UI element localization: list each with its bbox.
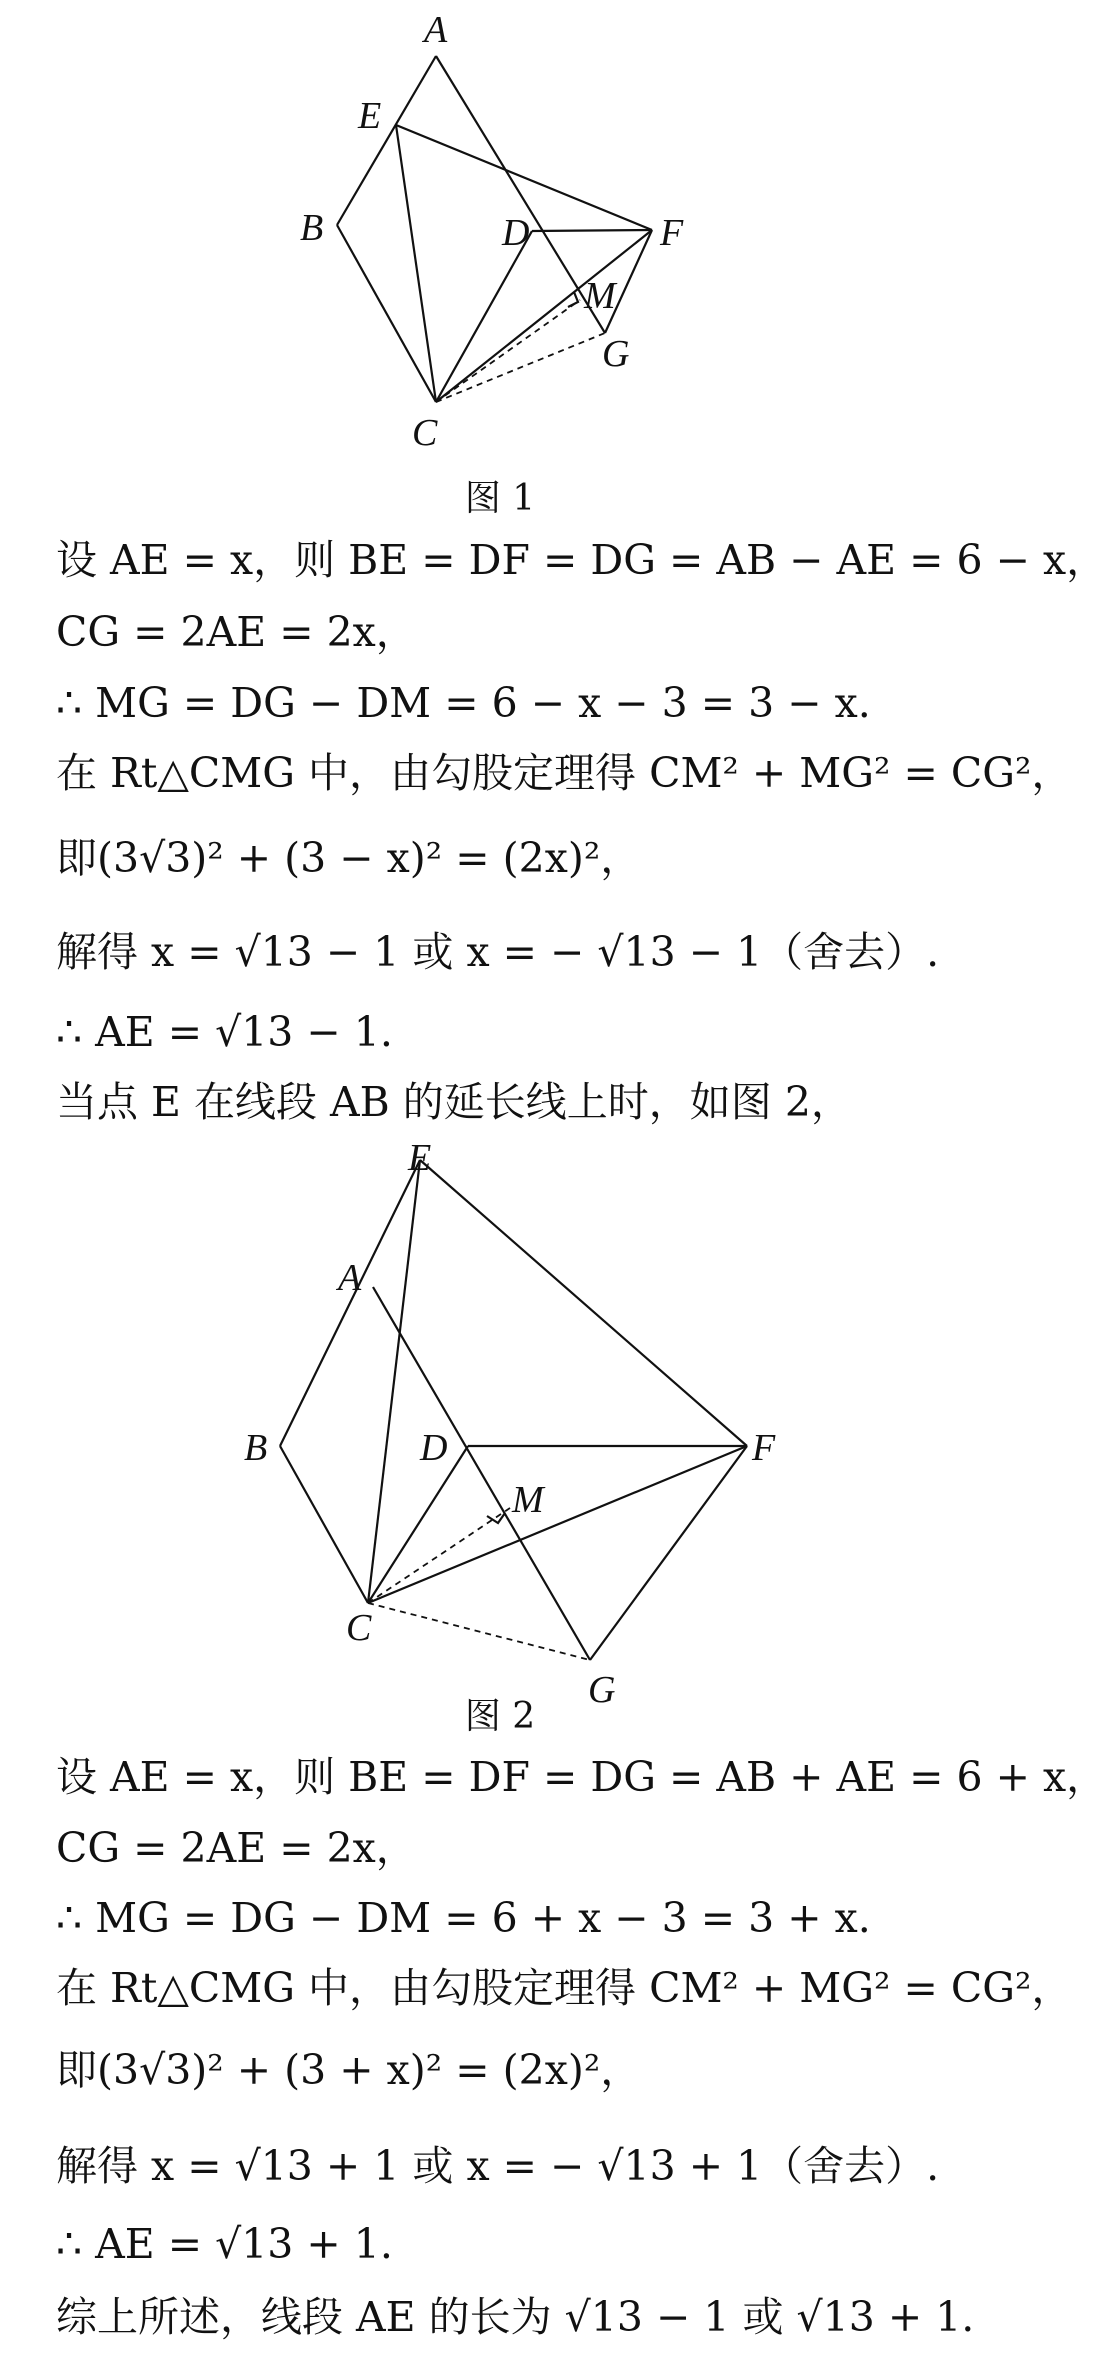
label-d: D [420,1427,448,1469]
case1-line-1: 设 AE = x，则 BE = DF = DG = AB − AE = 6 − x， [56,536,1107,584]
case2-line-6: 解得 x = √13 + 1 或 x = − √13 + 1（舍去）. [56,2142,940,2190]
case2-line-5: 即(3√3)² + (3 + x)² = (2x)²， [56,2046,642,2094]
label-f: F [752,1427,776,1469]
label-b: B [300,207,324,249]
figure-1-diagram [0,0,1000,460]
case1-line-2: CG = 2AE = 2x， [56,608,417,656]
label-a: A [338,1257,362,1299]
figure-1-caption: 图 1 [464,478,536,519]
label-c: C [412,412,438,454]
figure-1 [0,0,1000,460]
label-m: M [584,275,616,317]
label-m: M [512,1479,544,1521]
label-d: D [502,212,530,254]
conclusion-line: 综上所述，线段 AE 的长为 √13 − 1 或 √13 + 1. [56,2293,975,2341]
transition-line: 当点 E 在线段 AB 的延长线上时，如图 2， [56,1078,852,1126]
label-c: C [346,1607,372,1649]
label-a: A [424,9,448,51]
case2-line-3: ∴ MG = DG − DM = 6 + x − 3 = 3 + x. [56,1894,871,1942]
label-f: F [660,212,684,254]
label-e: E [408,1137,432,1179]
figure-2-caption: 图 2 [464,1696,536,1737]
case1-line-7: ∴ AE = √13 − 1. [56,1008,393,1056]
case2-line-2: CG = 2AE = 2x， [56,1824,417,1872]
label-e: E [358,95,382,137]
label-b: B [244,1427,268,1469]
case1-line-5: 即(3√3)² + (3 − x)² = (2x)²， [56,834,642,882]
case2-line-1: 设 AE = x，则 BE = DF = DG = AB + AE = 6 + x， [56,1753,1107,1801]
case2-line-7: ∴ AE = √13 + 1. [56,2220,393,2268]
label-g: G [588,1669,616,1711]
case2-line-4: 在 Rt△CMG 中，由勾股定理得 CM² + MG² = CG²， [56,1964,1073,2012]
figure-2 [0,1137,1000,1720]
figure-2-diagram [0,1137,1000,1720]
label-g: G [602,333,630,375]
case1-line-3: ∴ MG = DG − DM = 6 − x − 3 = 3 − x. [56,679,871,727]
case1-line-4: 在 Rt△CMG 中，由勾股定理得 CM² + MG² = CG²， [56,749,1073,797]
case1-line-6: 解得 x = √13 − 1 或 x = − √13 − 1（舍去）. [56,928,940,976]
